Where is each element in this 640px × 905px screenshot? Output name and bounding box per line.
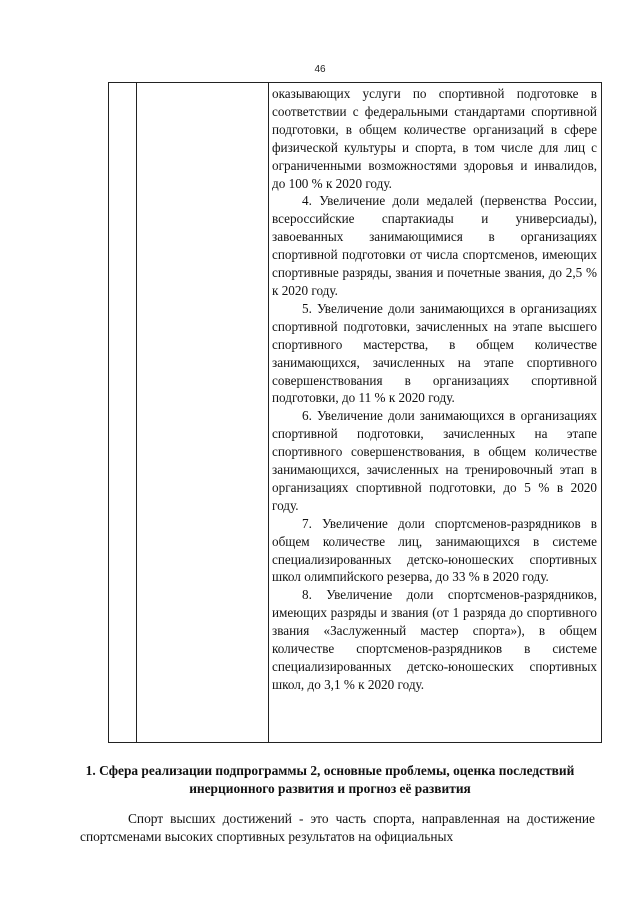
table-cell-indicators xyxy=(272,85,597,694)
page-number: 46 xyxy=(314,64,326,75)
table-continuation-text: оказывающих услуги по спортивной подготовке в соответствии с федеральными стандартами спортивной подготовки, в общем количестве организаций в сфере физической культуры и спорта, в том числе для лиц с ограниченными возможностями здоровья и инвалидов, до 100 % к 2020 году. xyxy=(272,86,597,191)
indicator-item: 5. Увеличение доли занимающихся в организациях спортивной подготовки, зачисленных на этапе высшего спортивного мастерства, в общем количестве занимающихся, зачисленных на этапе спортивного совершенствования в организациях спортивной подготовки, до 11 % к 2020 году. xyxy=(272,300,597,406)
indicator-item: 7. Увеличение доли спортсменов-разрядников в общем количестве лиц, занимающихся в системе специализированных детско-юношеских спортивных школ олимпийского резерва, до 33 % в 2020 году. xyxy=(272,515,597,585)
body-text xyxy=(80,810,595,846)
section-heading: 1. Сфера реализации подпрограммы 2, основные проблемы, оценка последствий инерционного развития и прогноз её развития xyxy=(85,763,575,796)
body-paragraph: Спорт высших достижений - это часть спорта, направленная на достижение спортсменами высоких спортивных результатов на официальных xyxy=(80,811,595,844)
table xyxy=(108,82,602,743)
indicator-item: 4. Увеличение доли медалей (первенства России, всероссийские спартакиады и универсиады), завоеванных занимающимися в организациях спортивной подготовки от числа спортсменов, имеющих спортивные разряды, звания и почетные звания, до 2,5 % к 2020 году. xyxy=(272,193,597,298)
indicator-item: 6. Увеличение доли занимающихся в организациях спортивной подготовки, зачисленных на этапе спортивного совершенствования, в общем количестве занимающихся, зачисленных на тренировочный этап в организациях спортивной подготовки, до 5 % в 2020 году. xyxy=(272,408,597,513)
table-column-divider xyxy=(268,83,269,742)
table-column-divider xyxy=(136,83,137,742)
indicator-item: 8. Увеличение доли спортсменов-разрядников, имеющих разряды и звания (от 1 разряда до спортивного звания «Заслуженный мастер спорта»), в общем количестве спортсменов-разрядников в системе специализированных детско-юношеских спортивных школ, до 3,1 % к 2020 году. xyxy=(272,587,597,692)
